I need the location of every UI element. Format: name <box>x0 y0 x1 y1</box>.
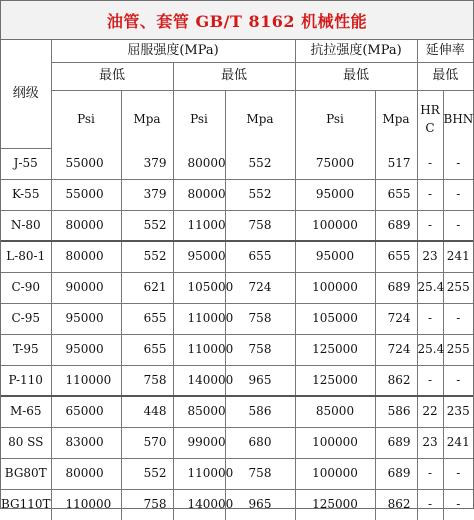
hrc-cell: 25.4 <box>417 334 443 365</box>
tensile-mpa-cell: 517 <box>375 148 417 179</box>
tensile-mpa-header: Mpa <box>375 90 417 148</box>
yield-max-psi-cell: 11000 <box>173 210 225 241</box>
tensile-psi-cell: 100000 <box>295 210 375 241</box>
tensile-psi-cell: 95000 <box>295 179 375 210</box>
table-row <box>1 179 473 210</box>
hrc-cell: - <box>417 210 443 241</box>
yield-strength-header: 屈服强度(MPa) <box>51 40 295 62</box>
yield-min-header: 最低 <box>51 62 173 90</box>
table-row <box>1 241 473 272</box>
bhn-cell: - <box>443 210 473 241</box>
bhn-cell: 241 <box>443 427 473 458</box>
yield-max-mpa-cell: 680 <box>225 427 295 458</box>
yield-min-mpa-cell: 552 <box>121 241 173 272</box>
tensile-mpa-cell: 689 <box>375 458 417 489</box>
table-row <box>1 303 473 334</box>
tensile-strength-header: 抗拉强度(MPa) <box>295 40 417 62</box>
tensile-mpa-cell: 655 <box>375 241 417 272</box>
bhn-cell: 241 <box>443 241 473 272</box>
yield-min-psi-cell: 80000 <box>51 241 121 272</box>
table-row <box>1 427 473 458</box>
grade-cell: M-65 <box>1 396 51 427</box>
tensile-psi-cell: 85000 <box>295 396 375 427</box>
yield-min-psi-cell: 55000 <box>51 148 121 179</box>
tensile-psi-cell: 95000 <box>295 241 375 272</box>
bhn-cell: - <box>443 365 473 396</box>
yield-min-psi-cell: 90000 <box>51 272 121 303</box>
yield-max-psi-cell: 140000 <box>173 489 225 520</box>
tensile-mpa-cell: 689 <box>375 210 417 241</box>
table-row <box>1 489 473 520</box>
yield-min-mpa-cell: 655 <box>121 303 173 334</box>
yield-max-psi-cell: 95000 <box>173 241 225 272</box>
grade-cell: C-95 <box>1 303 51 334</box>
yield-max-psi-cell: 140000 <box>173 365 225 396</box>
yield-min-mpa-cell: 758 <box>121 489 173 520</box>
table-row <box>1 458 473 489</box>
yield-max-mpa-cell: 655 <box>225 241 295 272</box>
grade-cell: P-110 <box>1 365 51 396</box>
yield-min-psi-cell: 55000 <box>51 179 121 210</box>
grade-header: 纲级 <box>1 40 51 148</box>
tensile-min-header: 最低 <box>295 62 417 90</box>
grade-cell: T-95 <box>1 334 51 365</box>
yield-max-mpa-cell: 724 <box>225 272 295 303</box>
mechanical-properties-table <box>1 40 473 520</box>
yield-max-psi-cell: 80000 <box>173 148 225 179</box>
grade-cell: N-80 <box>1 210 51 241</box>
hrc-header: HR C <box>417 90 443 148</box>
tensile-psi-cell: 100000 <box>295 458 375 489</box>
bhn-cell: - <box>443 148 473 179</box>
yield-max-psi-cell: 99000 <box>173 427 225 458</box>
hrc-cell: 23 <box>417 241 443 272</box>
hrc-cell: - <box>417 365 443 396</box>
grade-cell: J-55 <box>1 148 51 179</box>
tensile-mpa-cell: 862 <box>375 489 417 520</box>
yield-min-psi-header: Psi <box>51 90 121 148</box>
hrc-cell: 22 <box>417 396 443 427</box>
yield-min-mpa-cell: 379 <box>121 148 173 179</box>
table-row <box>1 396 473 427</box>
header-row-2 <box>1 62 473 90</box>
yield-max-mpa-cell: 965 <box>225 489 295 520</box>
yield-min-mpa-header: Mpa <box>121 90 173 148</box>
header-row-1 <box>1 40 473 62</box>
yield-min-mpa-cell: 621 <box>121 272 173 303</box>
tensile-mpa-cell: 689 <box>375 427 417 458</box>
hrc-cell: - <box>417 148 443 179</box>
table-row <box>1 272 473 303</box>
bhn-cell: - <box>443 179 473 210</box>
tensile-mpa-cell: 689 <box>375 272 417 303</box>
yield-min-mpa-cell: 758 <box>121 365 173 396</box>
tensile-psi-cell: 75000 <box>295 148 375 179</box>
tensile-mpa-cell: 724 <box>375 334 417 365</box>
tensile-psi-cell: 125000 <box>295 489 375 520</box>
hrc-cell: - <box>417 489 443 520</box>
bhn-cell: 235 <box>443 396 473 427</box>
tensile-psi-cell: 100000 <box>295 427 375 458</box>
bhn-cell: - <box>443 303 473 334</box>
tensile-psi-cell: 125000 <box>295 334 375 365</box>
sheet-title: 油管、套管 GB/T 8162 机械性能 <box>1 1 473 40</box>
hrc-cell: 23 <box>417 427 443 458</box>
table-row <box>1 148 473 179</box>
yield-min-psi-cell: 83000 <box>51 427 121 458</box>
tensile-psi-cell: 100000 <box>295 272 375 303</box>
yield-max-psi-cell: 80000 <box>173 179 225 210</box>
bhn-cell: 255 <box>443 272 473 303</box>
yield-max-psi-cell: 105000 <box>173 272 225 303</box>
yield-max-psi-cell: 85000 <box>173 396 225 427</box>
elongation-min-header: 最低 <box>417 62 473 90</box>
yield-min-psi-cell: 80000 <box>51 210 121 241</box>
yield-min-mpa-cell: 448 <box>121 396 173 427</box>
hrc-cell: - <box>417 303 443 334</box>
yield-max-mpa-cell: 552 <box>225 148 295 179</box>
yield-max-mpa-header: Mpa <box>225 90 295 148</box>
hrc-cell: - <box>417 179 443 210</box>
yield-min-psi-cell: 80000 <box>51 458 121 489</box>
grade-cell: 80 SS <box>1 427 51 458</box>
yield-min-psi-cell: 65000 <box>51 396 121 427</box>
yield-min-mpa-cell: 552 <box>121 458 173 489</box>
bhn-cell: - <box>443 458 473 489</box>
yield-max-mpa-cell: 965 <box>225 365 295 396</box>
yield-max-psi-cell: 110000 <box>173 303 225 334</box>
bhn-cell: - <box>443 489 473 520</box>
yield-min-mpa-cell: 570 <box>121 427 173 458</box>
table-row <box>1 210 473 241</box>
yield-max-mpa-cell: 552 <box>225 179 295 210</box>
yield-max-psi-header: Psi <box>173 90 225 148</box>
grade-cell: K-55 <box>1 179 51 210</box>
tensile-mpa-cell: 862 <box>375 365 417 396</box>
grade-cell: L-80-1 <box>1 241 51 272</box>
grade-cell: BG110T <box>1 489 51 520</box>
tensile-mpa-cell: 724 <box>375 303 417 334</box>
tensile-psi-header: Psi <box>295 90 375 148</box>
yield-max-psi-cell: 110000 <box>173 334 225 365</box>
grade-cell: BG80T <box>1 458 51 489</box>
yield-max-mpa-cell: 758 <box>225 303 295 334</box>
yield-max-header: 最低 <box>173 62 295 90</box>
yield-max-mpa-cell: 758 <box>225 458 295 489</box>
header-row-3 <box>1 90 473 148</box>
tensile-psi-cell: 105000 <box>295 303 375 334</box>
yield-max-mpa-cell: 758 <box>225 334 295 365</box>
bhn-cell: 255 <box>443 334 473 365</box>
yield-min-psi-cell: 95000 <box>51 334 121 365</box>
yield-max-psi-cell: 110000 <box>173 458 225 489</box>
bhn-header: BHN <box>443 90 473 148</box>
hrc-cell: 25.4 <box>417 272 443 303</box>
yield-min-mpa-cell: 655 <box>121 334 173 365</box>
yield-min-mpa-cell: 552 <box>121 210 173 241</box>
table-row <box>1 334 473 365</box>
table-row <box>1 365 473 396</box>
yield-max-mpa-cell: 586 <box>225 396 295 427</box>
yield-max-mpa-cell: 758 <box>225 210 295 241</box>
tensile-mpa-cell: 655 <box>375 179 417 210</box>
yield-min-psi-cell: 95000 <box>51 303 121 334</box>
grade-cell: C-90 <box>1 272 51 303</box>
hrc-cell: - <box>417 458 443 489</box>
yield-min-psi-cell: 110000 <box>51 489 121 520</box>
elongation-header: 延伸率 <box>417 40 473 62</box>
tensile-psi-cell: 125000 <box>295 365 375 396</box>
tensile-mpa-cell: 586 <box>375 396 417 427</box>
yield-min-psi-cell: 110000 <box>51 365 121 396</box>
yield-min-mpa-cell: 379 <box>121 179 173 210</box>
table-body <box>1 148 473 520</box>
